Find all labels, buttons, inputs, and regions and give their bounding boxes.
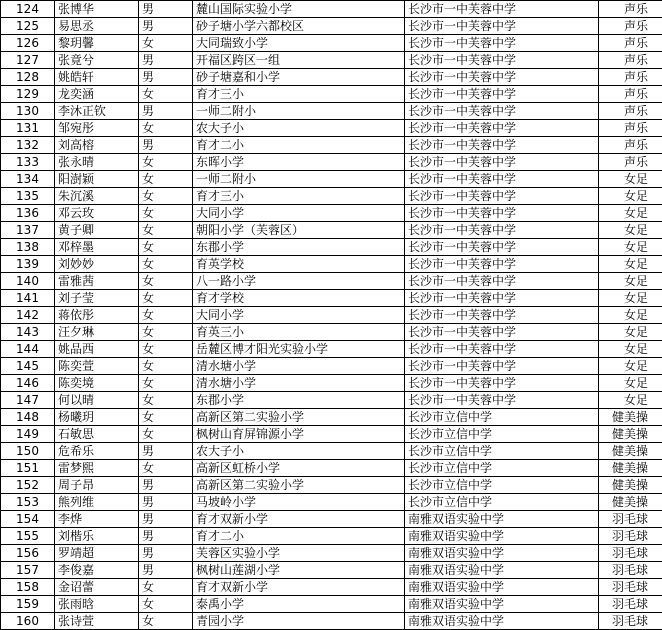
cell-subject: 声乐 [599, 18, 662, 35]
cell-gender: 女 [139, 171, 193, 188]
cell-name: 邓梓墨 [55, 239, 139, 256]
table-row [1, 477, 662, 494]
cell-middle-school: 南雅双语实验中学 [405, 528, 599, 545]
cell-subject: 声乐 [599, 103, 662, 120]
cell-middle-school: 长沙市一中芙蓉中学 [405, 358, 599, 375]
cell-number: 134 [1, 171, 55, 188]
cell-primary-school: 泰禹小学 [193, 596, 405, 613]
cell-number: 142 [1, 307, 55, 324]
table-row [1, 545, 662, 562]
cell-primary-school: 砂子塘嘉和小学 [193, 69, 405, 86]
cell-subject: 女足 [599, 358, 662, 375]
cell-middle-school: 长沙市一中芙蓉中学 [405, 205, 599, 222]
cell-subject: 女足 [599, 273, 662, 290]
cell-middle-school: 长沙市一中芙蓉中学 [405, 35, 599, 52]
cell-number: 155 [1, 528, 55, 545]
cell-gender: 男 [139, 1, 193, 18]
cell-name: 罗靖超 [55, 545, 139, 562]
cell-middle-school: 长沙市一中芙蓉中学 [405, 120, 599, 137]
cell-subject: 女足 [599, 341, 662, 358]
cell-name: 刘楷乐 [55, 528, 139, 545]
cell-middle-school: 长沙市一中芙蓉中学 [405, 239, 599, 256]
cell-primary-school: 枫树山莲湖小学 [193, 562, 405, 579]
cell-subject: 健美操 [599, 477, 662, 494]
table-row [1, 171, 662, 188]
table-row [1, 120, 662, 137]
cell-middle-school: 长沙市一中芙蓉中学 [405, 86, 599, 103]
cell-primary-school: 育才学校 [193, 290, 405, 307]
cell-name: 蒋依彤 [55, 307, 139, 324]
cell-subject: 声乐 [599, 86, 662, 103]
cell-number: 152 [1, 477, 55, 494]
cell-subject: 女足 [599, 392, 662, 409]
cell-primary-school: 一师二附小 [193, 171, 405, 188]
cell-primary-school: 大同小学 [193, 307, 405, 324]
table-row [1, 154, 662, 171]
cell-name: 刘妙妙 [55, 256, 139, 273]
cell-primary-school: 育才双新小学 [193, 511, 405, 528]
cell-name: 周子昂 [55, 477, 139, 494]
cell-gender: 男 [139, 443, 193, 460]
cell-middle-school: 长沙市立信中学 [405, 443, 599, 460]
table-row [1, 52, 662, 69]
cell-name: 雷雅茜 [55, 273, 139, 290]
cell-middle-school: 长沙市一中芙蓉中学 [405, 222, 599, 239]
cell-middle-school: 长沙市一中芙蓉中学 [405, 341, 599, 358]
cell-gender: 女 [139, 188, 193, 205]
table-row [1, 103, 662, 120]
cell-middle-school: 长沙市一中芙蓉中学 [405, 18, 599, 35]
cell-primary-school: 开福区跨区一组 [193, 52, 405, 69]
cell-primary-school: 育英学校 [193, 256, 405, 273]
cell-subject: 羽毛球 [599, 562, 662, 579]
cell-primary-school: 育才三小 [193, 86, 405, 103]
table-row [1, 443, 662, 460]
cell-primary-school: 东郡小学 [193, 239, 405, 256]
cell-middle-school: 长沙市一中芙蓉中学 [405, 1, 599, 18]
cell-primary-school: 麓山国际实验小学 [193, 1, 405, 18]
cell-name: 张竟兮 [55, 52, 139, 69]
cell-primary-school: 育才双新小学 [193, 579, 405, 596]
cell-subject: 羽毛球 [599, 545, 662, 562]
cell-gender: 女 [139, 375, 193, 392]
cell-primary-school: 大同小学 [193, 205, 405, 222]
table-row [1, 1, 662, 18]
table-row [1, 409, 662, 426]
cell-number: 128 [1, 69, 55, 86]
cell-name: 张雨晗 [55, 596, 139, 613]
cell-number: 136 [1, 205, 55, 222]
cell-subject: 女足 [599, 205, 662, 222]
cell-gender: 女 [139, 273, 193, 290]
cell-number: 144 [1, 341, 55, 358]
cell-primary-school: 高新区虹桥小学 [193, 460, 405, 477]
cell-name: 黎玥馨 [55, 35, 139, 52]
cell-gender: 女 [139, 222, 193, 239]
cell-number: 145 [1, 358, 55, 375]
cell-subject: 女足 [599, 188, 662, 205]
cell-name: 李烨 [55, 511, 139, 528]
cell-name: 陈奕萱 [55, 358, 139, 375]
table-row [1, 392, 662, 409]
table-row [1, 579, 662, 596]
cell-subject: 健美操 [599, 460, 662, 477]
cell-subject: 女足 [599, 290, 662, 307]
cell-gender: 男 [139, 494, 193, 511]
cell-middle-school: 南雅双语实验中学 [405, 545, 599, 562]
cell-number: 131 [1, 120, 55, 137]
cell-name: 雷梦熙 [55, 460, 139, 477]
cell-primary-school: 清水塘小学 [193, 375, 405, 392]
cell-subject: 声乐 [599, 120, 662, 137]
cell-gender: 女 [139, 409, 193, 426]
cell-subject: 羽毛球 [599, 613, 662, 630]
table-row [1, 239, 662, 256]
cell-number: 160 [1, 613, 55, 630]
cell-gender: 男 [139, 528, 193, 545]
cell-name: 邹宛彤 [55, 120, 139, 137]
cell-primary-school: 高新区第二实验小学 [193, 477, 405, 494]
cell-number: 135 [1, 188, 55, 205]
cell-name: 黄子卿 [55, 222, 139, 239]
table-row [1, 613, 662, 630]
cell-number: 156 [1, 545, 55, 562]
cell-name: 陈奕境 [55, 375, 139, 392]
cell-name: 刘子莹 [55, 290, 139, 307]
cell-gender: 女 [139, 205, 193, 222]
cell-number: 146 [1, 375, 55, 392]
cell-middle-school: 南雅双语实验中学 [405, 511, 599, 528]
table-row [1, 188, 662, 205]
cell-gender: 女 [139, 120, 193, 137]
cell-primary-school: 高新区第二实验小学 [193, 409, 405, 426]
cell-number: 139 [1, 256, 55, 273]
cell-name: 姚皓轩 [55, 69, 139, 86]
cell-subject: 声乐 [599, 69, 662, 86]
cell-number: 133 [1, 154, 55, 171]
cell-primary-school: 枫树山育屏锦源小学 [193, 426, 405, 443]
table-row [1, 375, 662, 392]
cell-number: 143 [1, 324, 55, 341]
cell-number: 151 [1, 460, 55, 477]
table-row [1, 256, 662, 273]
cell-middle-school: 南雅双语实验中学 [405, 596, 599, 613]
cell-gender: 男 [139, 18, 193, 35]
table-row [1, 324, 662, 341]
cell-number: 140 [1, 273, 55, 290]
cell-primary-school: 育才三小 [193, 188, 405, 205]
cell-number: 141 [1, 290, 55, 307]
cell-primary-school: 大同瑞致小学 [193, 35, 405, 52]
cell-name: 邓云玫 [55, 205, 139, 222]
cell-number: 125 [1, 18, 55, 35]
cell-name: 何以晴 [55, 392, 139, 409]
cell-gender: 女 [139, 392, 193, 409]
cell-primary-school: 朝阳小学（芙蓉区） [193, 222, 405, 239]
cell-middle-school: 长沙市一中芙蓉中学 [405, 324, 599, 341]
table-row [1, 562, 662, 579]
cell-subject: 女足 [599, 375, 662, 392]
cell-number: 138 [1, 239, 55, 256]
roster-body [1, 1, 662, 630]
cell-gender: 女 [139, 290, 193, 307]
cell-name: 姚品西 [55, 341, 139, 358]
table-row [1, 358, 662, 375]
cell-gender: 女 [139, 426, 193, 443]
cell-gender: 女 [139, 579, 193, 596]
cell-name: 石敏思 [55, 426, 139, 443]
table-row [1, 86, 662, 103]
cell-number: 147 [1, 392, 55, 409]
cell-gender: 女 [139, 613, 193, 630]
cell-middle-school: 南雅双语实验中学 [405, 579, 599, 596]
cell-primary-school: 青园小学 [193, 613, 405, 630]
cell-middle-school: 长沙市立信中学 [405, 494, 599, 511]
cell-subject: 健美操 [599, 426, 662, 443]
cell-subject: 羽毛球 [599, 528, 662, 545]
table-row [1, 307, 662, 324]
table-row [1, 341, 662, 358]
cell-name: 金诏蕾 [55, 579, 139, 596]
table-row [1, 69, 662, 86]
cell-gender: 女 [139, 239, 193, 256]
cell-gender: 女 [139, 86, 193, 103]
cell-subject: 羽毛球 [599, 596, 662, 613]
table-row [1, 511, 662, 528]
cell-gender: 女 [139, 341, 193, 358]
cell-gender: 男 [139, 477, 193, 494]
cell-gender: 男 [139, 52, 193, 69]
cell-primary-school: 芙蓉区实验小学 [193, 545, 405, 562]
cell-gender: 女 [139, 256, 193, 273]
cell-primary-school: 育才二小 [193, 137, 405, 154]
cell-subject: 女足 [599, 171, 662, 188]
cell-gender: 女 [139, 596, 193, 613]
table-row [1, 35, 662, 52]
table-row [1, 273, 662, 290]
cell-middle-school: 长沙市立信中学 [405, 409, 599, 426]
cell-middle-school: 长沙市一中芙蓉中学 [405, 154, 599, 171]
cell-subject: 健美操 [599, 443, 662, 460]
cell-middle-school: 长沙市一中芙蓉中学 [405, 137, 599, 154]
cell-gender: 女 [139, 460, 193, 477]
cell-number: 132 [1, 137, 55, 154]
cell-primary-school: 东郡小学 [193, 392, 405, 409]
cell-subject: 羽毛球 [599, 579, 662, 596]
cell-name: 张诗萱 [55, 613, 139, 630]
cell-primary-school: 农大子小 [193, 120, 405, 137]
cell-subject: 声乐 [599, 35, 662, 52]
cell-gender: 男 [139, 69, 193, 86]
cell-name: 汪夕琳 [55, 324, 139, 341]
cell-middle-school: 长沙市立信中学 [405, 426, 599, 443]
cell-subject: 女足 [599, 324, 662, 341]
cell-number: 127 [1, 52, 55, 69]
cell-middle-school: 长沙市一中芙蓉中学 [405, 307, 599, 324]
cell-subject: 羽毛球 [599, 511, 662, 528]
cell-primary-school: 清水塘小学 [193, 358, 405, 375]
cell-name: 危希乐 [55, 443, 139, 460]
cell-middle-school: 长沙市一中芙蓉中学 [405, 290, 599, 307]
cell-primary-school: 农大子小 [193, 443, 405, 460]
cell-gender: 女 [139, 154, 193, 171]
cell-subject: 女足 [599, 239, 662, 256]
table-row [1, 426, 662, 443]
cell-gender: 男 [139, 545, 193, 562]
cell-gender: 女 [139, 35, 193, 52]
cell-middle-school: 长沙市一中芙蓉中学 [405, 375, 599, 392]
cell-name: 杨曦玥 [55, 409, 139, 426]
cell-number: 148 [1, 409, 55, 426]
table-row [1, 222, 662, 239]
cell-middle-school: 长沙市一中芙蓉中学 [405, 103, 599, 120]
cell-number: 159 [1, 596, 55, 613]
cell-gender: 男 [139, 137, 193, 154]
table-row [1, 596, 662, 613]
table-row [1, 205, 662, 222]
cell-number: 157 [1, 562, 55, 579]
cell-name: 熊列维 [55, 494, 139, 511]
cell-primary-school: 八一路小学 [193, 273, 405, 290]
cell-middle-school: 长沙市一中芙蓉中学 [405, 273, 599, 290]
cell-name: 李俊嘉 [55, 562, 139, 579]
cell-middle-school: 长沙市一中芙蓉中学 [405, 171, 599, 188]
cell-number: 153 [1, 494, 55, 511]
cell-middle-school: 长沙市一中芙蓉中学 [405, 188, 599, 205]
cell-middle-school: 南雅双语实验中学 [405, 562, 599, 579]
cell-middle-school: 长沙市一中芙蓉中学 [405, 52, 599, 69]
cell-subject: 女足 [599, 307, 662, 324]
cell-name: 朱沉溪 [55, 188, 139, 205]
cell-number: 130 [1, 103, 55, 120]
cell-middle-school: 长沙市一中芙蓉中学 [405, 256, 599, 273]
table-row [1, 528, 662, 545]
cell-gender: 女 [139, 324, 193, 341]
cell-number: 124 [1, 1, 55, 18]
cell-subject: 健美操 [599, 409, 662, 426]
cell-subject: 声乐 [599, 52, 662, 69]
cell-middle-school: 长沙市立信中学 [405, 477, 599, 494]
cell-gender: 男 [139, 103, 193, 120]
cell-middle-school: 长沙市一中芙蓉中学 [405, 392, 599, 409]
cell-name: 张永晴 [55, 154, 139, 171]
table-row [1, 18, 662, 35]
cell-subject: 声乐 [599, 154, 662, 171]
cell-primary-school: 砂子塘小学六都校区 [193, 18, 405, 35]
cell-primary-school: 马坡岭小学 [193, 494, 405, 511]
table-row [1, 290, 662, 307]
cell-middle-school: 长沙市立信中学 [405, 460, 599, 477]
cell-number: 158 [1, 579, 55, 596]
cell-name: 张博华 [55, 1, 139, 18]
cell-middle-school: 南雅双语实验中学 [405, 613, 599, 630]
cell-name: 阳澍颖 [55, 171, 139, 188]
cell-gender: 女 [139, 307, 193, 324]
cell-primary-school: 一师二附小 [193, 103, 405, 120]
cell-middle-school: 长沙市一中芙蓉中学 [405, 69, 599, 86]
cell-subject: 声乐 [599, 137, 662, 154]
cell-primary-school: 东晖小学 [193, 154, 405, 171]
table-row [1, 137, 662, 154]
cell-number: 126 [1, 35, 55, 52]
cell-gender: 女 [139, 358, 193, 375]
table-row [1, 460, 662, 477]
cell-number: 154 [1, 511, 55, 528]
cell-subject: 健美操 [599, 494, 662, 511]
cell-primary-school: 岳麓区博才阳光实验小学 [193, 341, 405, 358]
cell-subject: 女足 [599, 222, 662, 239]
cell-number: 129 [1, 86, 55, 103]
cell-subject: 声乐 [599, 1, 662, 18]
cell-name: 李沐正钦 [55, 103, 139, 120]
cell-gender: 男 [139, 511, 193, 528]
cell-name: 易思丞 [55, 18, 139, 35]
cell-primary-school: 育才二小 [193, 528, 405, 545]
cell-number: 150 [1, 443, 55, 460]
cell-subject: 女足 [599, 256, 662, 273]
cell-gender: 男 [139, 562, 193, 579]
cell-name: 刘高榕 [55, 137, 139, 154]
cell-number: 137 [1, 222, 55, 239]
table-row [1, 494, 662, 511]
cell-primary-school: 育英三小 [193, 324, 405, 341]
cell-name: 龙奕涵 [55, 86, 139, 103]
cell-number: 149 [1, 426, 55, 443]
